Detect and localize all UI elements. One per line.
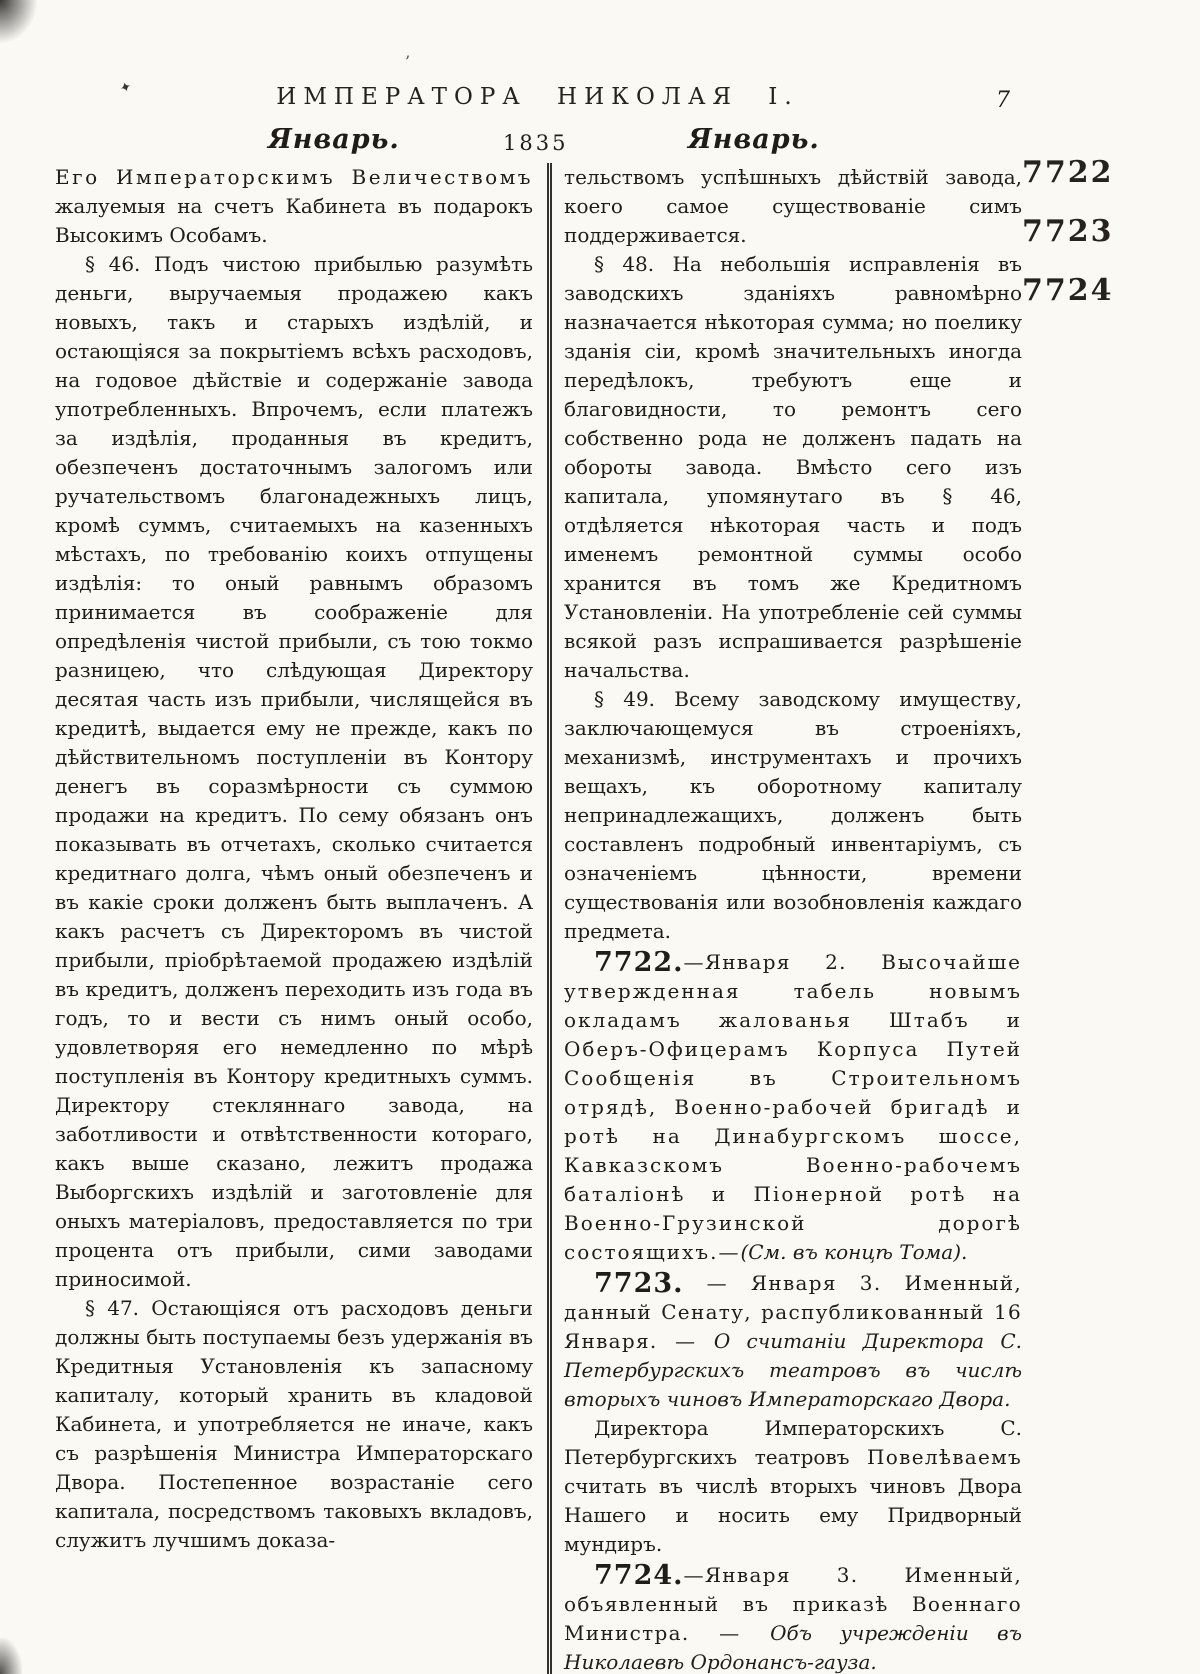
scan-artifact xyxy=(0,0,38,44)
act-number: 7722. xyxy=(594,947,684,978)
text-run-spaced: Повелѣваемъ xyxy=(867,1445,1022,1469)
running-title: ИМПЕРАТОРА НИКОЛАЯ I. xyxy=(276,84,799,110)
act-dateline: — Января 3. Именный, данный Сенату, распубликованный 16 Января. — xyxy=(564,1271,1022,1353)
act-entry-7722 xyxy=(564,948,1022,1267)
margin-act-number: 7723 xyxy=(1022,214,1114,249)
body-columns xyxy=(55,163,1097,1674)
act-title: Объ учрежденіи въ Николаевѣ Ордонансъ-гауза. xyxy=(564,1621,1023,1674)
paragraph-section-47: § 47. Остающіяся отъ расходовъ деньги должны быть поступаемы безъ удержанія въ Кредитныя Установленія къ запасному капиталу, который хранить въ кладовой Кабинета, и употребляется не иначе, какъ съ разрѣшенія Министра Императорскаго Двора. Постепенное возрастаніе сего капитала, посредствомъ таковыхъ вкладовъ, служитъ лучшимъ доказа- xyxy=(55,1296,533,1552)
paragraph-continuation: тельствомъ успѣшныхъ дѣйствій завода, коего самое существованіе симъ поддерживается. xyxy=(564,165,1022,247)
act-entry-7724 xyxy=(564,1561,1022,1674)
act-entry-7723 xyxy=(564,1269,1022,1414)
act-title: Высочайше утвержденная табель новымъ окладамъ жалованья Штабъ и Оберъ-Офицерамъ Корпуса Путей Сообщенія въ Строительномъ отрядѣ, Военно-рабочей бригадѣ и ротѣ на Динабургскомъ шоссе, Кавказскомъ Военно-рабочемъ баталіонѣ и Піонерной ротѣ на Военно-Грузинской дорогѣ состоящихъ.— xyxy=(564,950,1022,1264)
scan-artifact: ✦ xyxy=(117,78,135,98)
act-dateline: —Января 2. xyxy=(683,950,882,974)
paragraph-section-49: § 49. Всему заводскому имуществу, заключающемуся въ строеніяхъ, механизмѣ, инструментахъ и прочихъ вещахъ, къ оборотному капиталу непринадлежащихъ, долженъ быть составленъ подробный инвентаріумъ, съ означеніемъ цѣнности, времени существованія или возобновленія каждаго предмета. xyxy=(564,687,1022,943)
act-number: 7724. xyxy=(594,1560,684,1591)
paragraph-section-48: § 48. На небольшія исправленія въ заводскихъ зданіяхъ равномѣрно назначается нѣкоторая сумма; но поелику зданія сіи, кромѣ значительныхъ иногда передѣлокъ, требуютъ еще и благовидности, то ремонтъ сего собственно рода не долженъ падать на обороты завода. Вмѣсто сего изъ капитала, упомянутаго въ § 46, отдѣляется нѣкоторая часть и подъ именемъ ремонтной суммы особо хранится въ томъ же Кредитномъ Установленіи. На употребленіе сей суммы всякой разъ испрашивается разрѣшеніе начальства. xyxy=(564,252,1022,682)
text-run: Директора Императорскихъ С. Петербургскихъ театровъ xyxy=(564,1416,1022,1469)
scan-artifact: ’ xyxy=(405,52,411,71)
text-run: жалуемыя на счетъ Кабинета въ подарокъ Высокимъ Особамъ. xyxy=(55,194,533,247)
left-column xyxy=(55,163,533,1674)
act-dateline: —Января 3. Именный, объявленный въ приказѣ Военнаго Министра. — xyxy=(564,1563,1022,1645)
scan-artifact xyxy=(0,1638,22,1674)
year-label: 1835 xyxy=(503,131,569,155)
paragraph-decree-text xyxy=(564,1414,1022,1559)
text-run: считать въ числѣ вторыхъ чиновъ Двора Нашего и носить ему Придворный мундиръ. xyxy=(564,1474,1022,1556)
margin-act-number: 7722 xyxy=(1022,155,1114,190)
column-divider xyxy=(547,163,552,1674)
act-title: О считаніи Директора С. Петербургскихъ театровъ въ числѣ вторыхъ чиновъ Императорскаго Двора. xyxy=(564,1329,1022,1411)
paragraph-section-46: § 46. Подъ чистою прибылью разумѣть деньги, выручаемыя продажею какъ новыхъ, такъ и старыхъ издѣлій, и остающіяся за покрытіемъ всѣхъ расходовъ, на годовое дѣйствіе и содержаніе завода употребленныхъ. Впрочемъ, если платежъ за издѣлія, проданныя въ кредитъ, обезпеченъ достаточнымъ залогомъ или ручательствомъ благонадежныхъ лицъ, кромѣ суммъ, считаемыхъ на казенныхъ мѣстахъ, по требованію коихъ отпущены издѣлія: то оный равнымъ образомъ принимается въ соображеніе для опредѣленія чистой прибыли, съ тою токмо разницею, что слѣдующая Директору десятая часть изъ прибыли, числящейся въ кредитѣ, выдается ему не прежде, какъ по дѣйствительномъ поступленіи въ Контору денегъ въ соразмѣрности съ суммою продажи на кредитъ. По сему обязанъ онъ показывать въ отчетахъ, сколько считается кредитнаго долга, чѣмъ оный обезпеченъ и въ какіе сроки долженъ быть выплаченъ. А какъ расчетъ съ Директоромъ въ чистой прибыли, пріобрѣтаемой продажею издѣлій въ кредитъ, долженъ переходить изъ года въ годъ, то и вести съ нимъ оный особо, удовлетворяя его немедленно по мѣрѣ поступленія въ Контору кредитныхъ суммъ. Директору стекляннаго завода, на заботливости и отвѣтственности котораго, какъ выше сказано, лежитъ продажа Выборгскихъ издѣлій и заготовленіе для оныхъ матеріаловъ, предоставляется по три процента отъ прибыли, сими заводами приносимой. xyxy=(55,252,533,1291)
running-head xyxy=(55,84,1020,110)
act-number: 7723. xyxy=(594,1268,684,1299)
act-reference: (См. въ концѣ Тома). xyxy=(740,1240,968,1264)
page-number: 7 xyxy=(996,88,1010,113)
month-label-left: Январь. xyxy=(268,124,400,155)
text-run-spaced: Его Императорскимъ Величествомъ xyxy=(55,165,533,189)
right-column xyxy=(564,163,1022,1674)
paragraph-continuation xyxy=(55,163,533,250)
margin-act-number: 7724 xyxy=(1022,273,1114,308)
month-label-right: Январь. xyxy=(688,124,820,155)
